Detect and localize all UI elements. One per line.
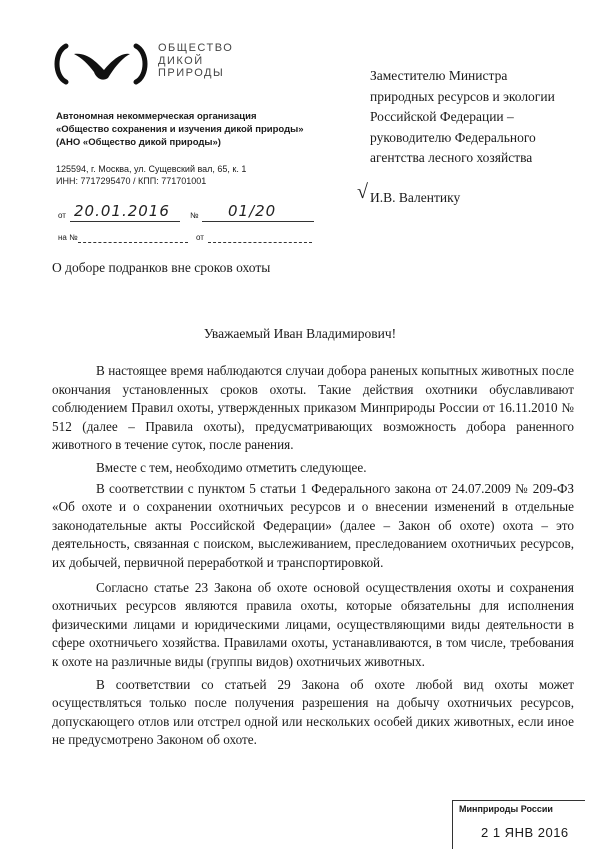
wordmark-line-1: ОБЩЕСТВО	[158, 42, 234, 54]
number-underline	[202, 221, 314, 222]
date-underline	[70, 221, 180, 222]
letter-body	[52, 362, 574, 750]
sender-org-line-3: (АНО «Общество дикой природы»)	[56, 137, 221, 148]
wordmark-line-2: ДИКОЙ	[158, 54, 204, 67]
recipient-line-5: агентства лесного хозяйства	[370, 150, 533, 165]
paragraph-2: Вместе с тем, необходимо отметить следующее.	[96, 459, 367, 475]
sender-block	[56, 110, 304, 187]
sender-address: 125594, г. Москва, ул. Сущевский вал, 65, к. 1	[56, 164, 247, 174]
sender-org-line-2: «Общество сохранения и изучения дикой природы»	[56, 124, 304, 135]
stamp-date: 2 1 ЯНВ 2016	[481, 825, 569, 840]
sender-org-line-1: Автономная некоммерческая организация	[56, 111, 257, 122]
ref-from-underline	[208, 242, 312, 243]
ref-underline	[78, 242, 188, 243]
paragraph-4: Согласно статье 23 Закона об охоте основой осуществления охоты и сохранения охотничьих ресурсов являются правила охоты, которые обязательны для исполнения физическими лицами и юридическими лицами, осуществляющими виды деятельности в сфере охотничьего хозяйства. Правилами охоты, устанавливаются, в том числе, требования к охоте на различные виды (группы видов) охотничьих животных.	[52, 579, 574, 669]
ref-label: на №	[58, 233, 78, 242]
check-mark-icon: √	[357, 181, 368, 203]
recipient-line-3: Российской Федерации –	[370, 109, 514, 124]
subject: О доборе подранков вне сроков охоты	[52, 260, 271, 275]
number-label: №	[190, 211, 199, 220]
date-handwritten: 20.01.2016	[74, 202, 170, 220]
recipient-line-2: природных ресурсов и экологии	[370, 88, 555, 104]
salutation: Уважаемый Иван Владимирович!	[203, 326, 397, 341]
recipient-line-1: Заместителю Министра	[370, 68, 508, 83]
stamp-org: Минприроды России	[459, 804, 553, 814]
paragraph-5: В соответствии со статьей 29 Закона об охоте любой вид охоты может осуществляться только после получения разрешения на добычу охотничьих ресурсов, допускающего отлов или отстрел одной или нескольких особей диких животных, если иное не предусмотрено Законом об охоте.	[52, 676, 574, 748]
bird-wings-logo	[52, 42, 150, 86]
date-label: от	[58, 211, 66, 220]
recipient-name: И.В. Валентику	[370, 190, 461, 205]
paragraph-3: В соответствии с пунктом 5 статьи 1 Федерального закона от 24.07.2009 № 209-ФЗ «Об охоте и о сохранении охотничьих ресурсов и о внесении изменений в отдельные законодательные акты Российской Федерации» (далее – Закон об охоте) охота – это деятельность, связанная с поиском, выслеживанием, преследованием охотничьих ресурсов, их добычей, первичной переработкой и транспортировкой.	[52, 480, 574, 570]
recipient-block	[370, 66, 555, 169]
received-stamp	[452, 800, 585, 849]
recipient-line-4: руководителю Федерального	[370, 129, 536, 145]
paragraph-1: В настоящее время наблюдаются случаи добора раненых копытных животных после окончания установленных сроков охоты. Такие действия охотники обуславливают соблюдением Правил охоты, утвержденных приказом Минприроды России от 16.11.2010 № 512 (далее – Правила охоты), предусматривающих возможность добора раненного животного в течение суток, после ранения.	[52, 363, 574, 453]
ref-from-label: от	[196, 233, 204, 242]
logo	[52, 42, 242, 88]
wordmark-line-3: ПРИРОДЫ	[158, 67, 225, 79]
sender-inn-kpp: ИНН: 7717295470 / КПП: 771701001	[56, 176, 207, 186]
number-handwritten: 01/20	[228, 202, 277, 220]
